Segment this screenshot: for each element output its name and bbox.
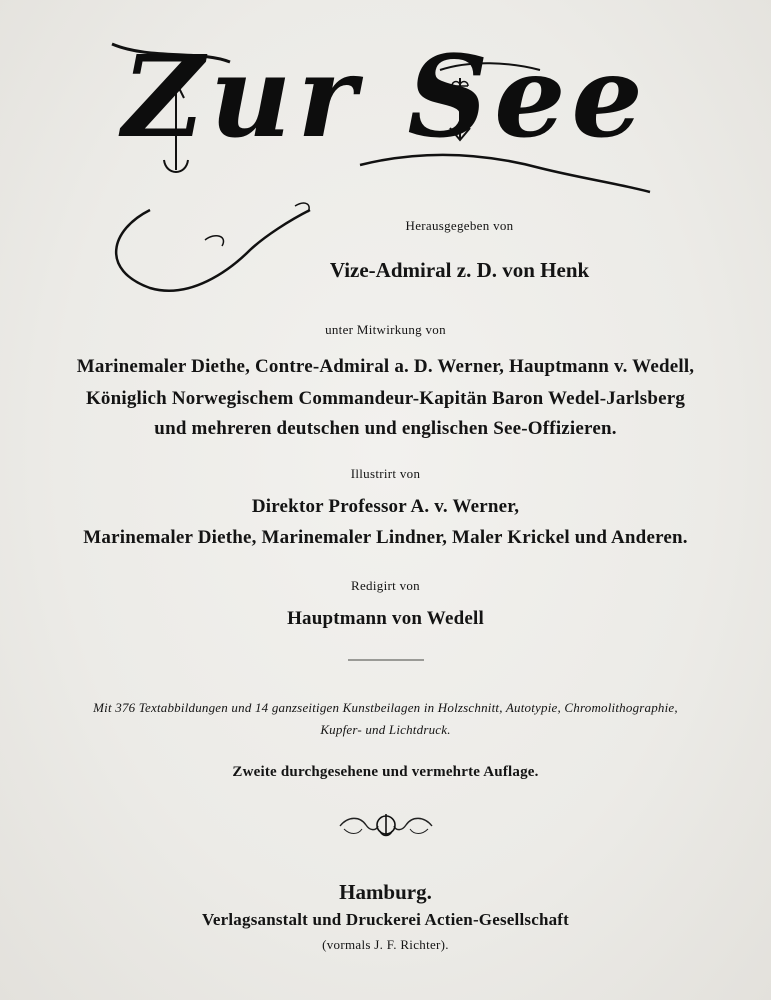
redacted-intro: Redigirt von <box>351 578 420 593</box>
contents-line: Mit 376 Textabbildungen und 14 ganzseitigen Kunstbeilagen in Holzschnitt, Autotypie, Chromolithographie, <box>93 700 678 715</box>
printer-ornament-icon <box>336 811 436 841</box>
redactor-name: Hauptmann von Wedell <box>287 608 484 629</box>
publisher-note: (vormals J. F. Richter). <box>322 937 449 952</box>
illustrators-line: Marinemaler Diethe, Marinemaler Lindner, Maler Krickel und Anderen. <box>83 527 688 548</box>
divider-rule <box>348 659 424 661</box>
collaborators-intro: unter Mitwirkung von <box>325 322 446 337</box>
editor-name: Vize-Admiral z. D. von Henk <box>329 258 590 282</box>
editor-intro: Herausgegeben von <box>405 218 514 233</box>
illustrators-line: Direktor Professor A. v. Werner, <box>251 496 520 517</box>
city-name: Hamburg. <box>339 880 432 904</box>
book-title: Zur See <box>122 32 649 163</box>
edition-line: Zweite durchgesehene und vermehrte Auflage. <box>232 764 539 780</box>
collaborators-line: und mehreren deutschen und englischen See-Offizieren. <box>154 418 617 439</box>
publisher-name: Verlagsanstalt und Druckerei Actien-Gesellschaft <box>201 910 570 929</box>
collaborators-line: Marinemaler Diethe, Contre-Admiral a. D. Werner, Hauptmann v. Wedell, <box>76 356 695 377</box>
illustrated-intro: Illustrirt von <box>350 466 421 481</box>
collaborators-line: Königlich Norwegischem Commandeur-Kapitän Baron Wedel-Jarlsberg <box>85 388 686 409</box>
contents-line: Kupfer- und Lichtdruck. <box>320 722 451 737</box>
